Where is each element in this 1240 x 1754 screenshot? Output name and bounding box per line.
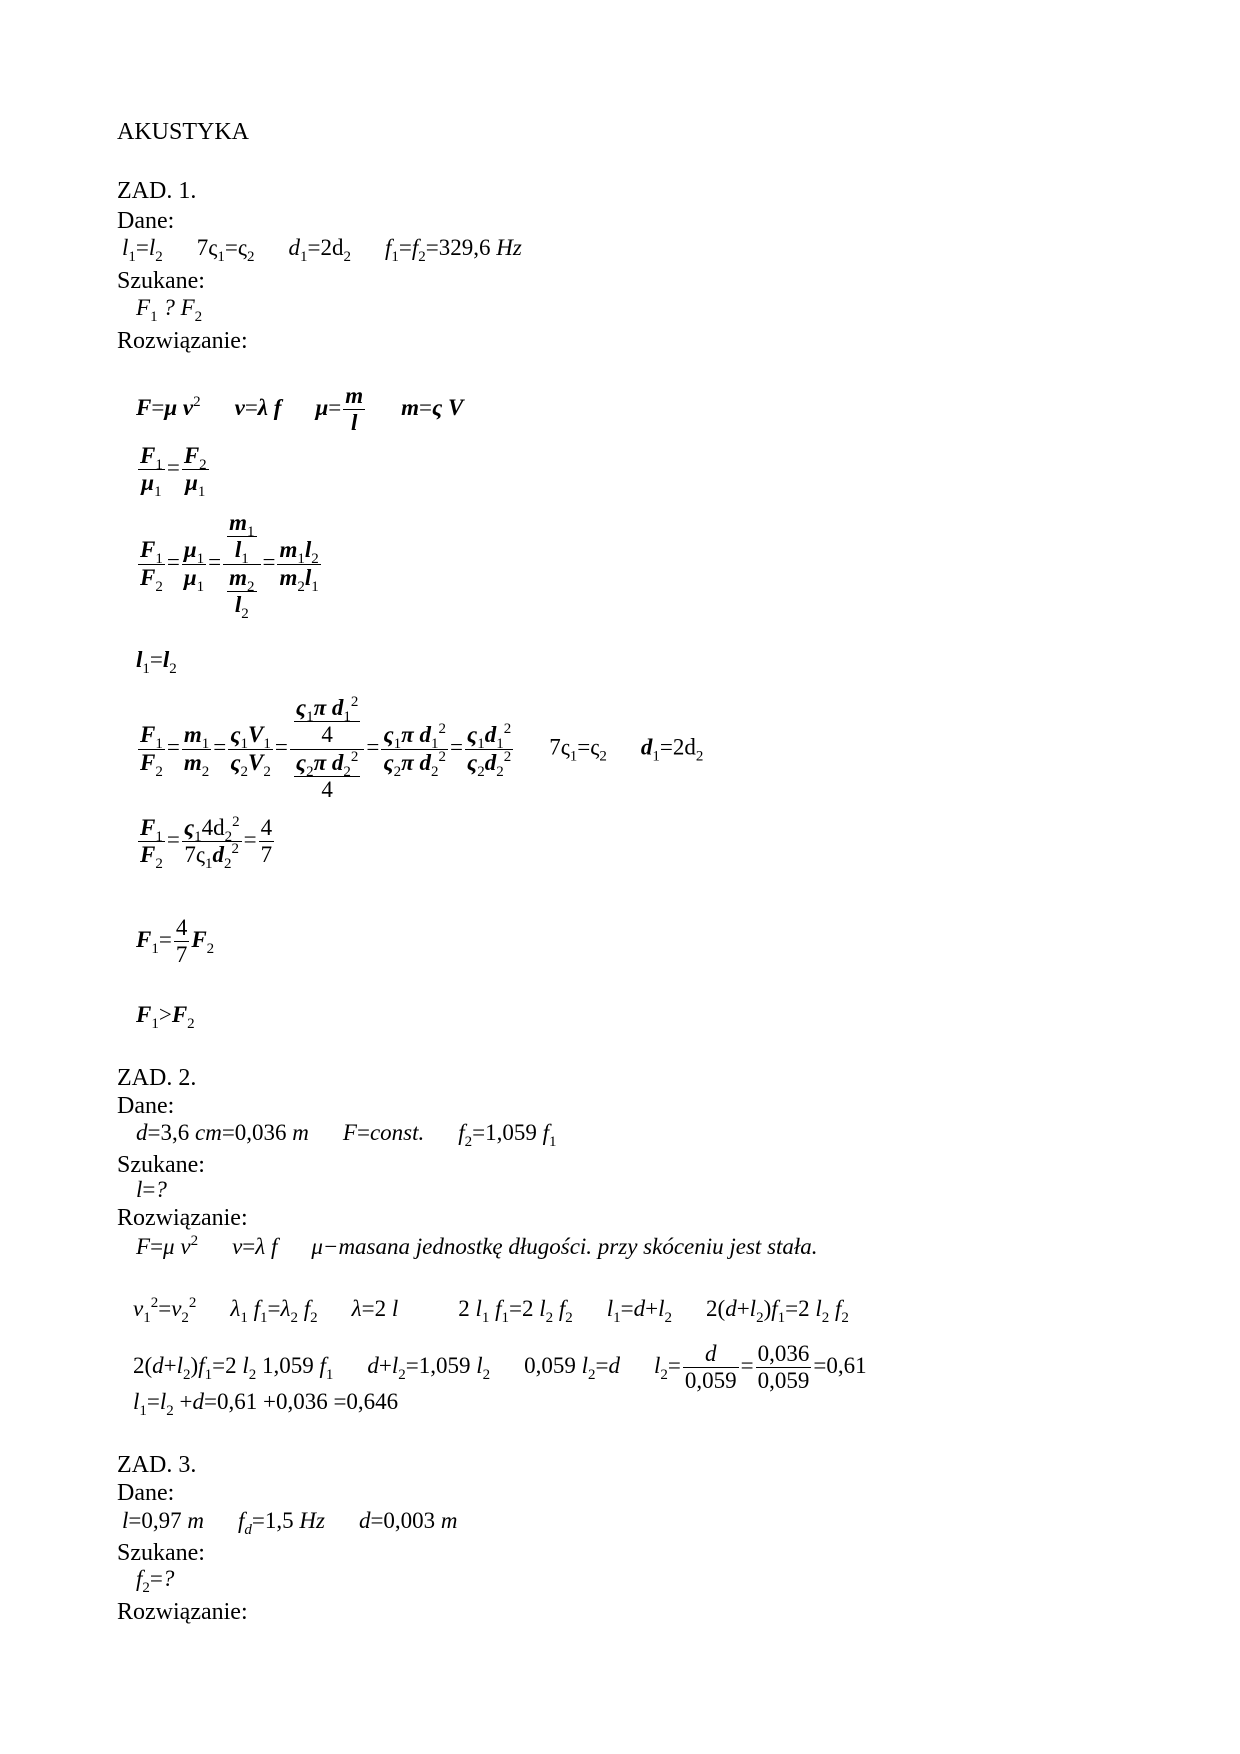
zad3-heading: ZAD. 3.: [117, 1452, 197, 1478]
zad1-dane-label: Dane:: [117, 208, 175, 234]
zad1-eq-ratio1: $\frac{F_1}{\mu_1}$ = $\frac{F_2}{\mu_1}$: [140, 443, 207, 501]
zad1-szukane-label: Szukane:: [117, 268, 205, 294]
zad1-rozw-label: Rozwiązanie:: [117, 328, 248, 354]
zad3-szukane-formula: $f_2=$?: [136, 1566, 175, 1596]
zad2-eq-line1: $v_1^2=v_2^2$ $\lambda_1$ $f_1=\lambda_2$ $f_2$ λ=2 l 2 $l_1$ $f_1=2$ $l_2$ $f_2$ $l_1=d+l_2$ $2(d+l_2)f_1=2$ $l_2$ $f_2$: [133, 1295, 849, 1326]
zad1-eq-ratio4: $\frac{F_1}{F_2}$ = $\frac{\varsigma_14d_2^2}{7\varsigma_1d_2^2}$ = $\frac{4}{7}$: [140, 814, 273, 873]
zad2-szukane-formula: l=?: [136, 1177, 167, 1202]
zad1-eq-l-equal: $l_1=l_2$: [136, 647, 177, 677]
zad2-eq-line3: $l_1=l_2 +d=0,61 +0,036 =0,646$: [133, 1389, 399, 1419]
zad1-eq-ratio2: $\frac{F_1}{F_2}$ = $\frac{\mu_1}{\mu_1}$ = $\frac{\frac{m_1}{l_1}}{\frac{m_2}{l_2}}$ = $\frac{m_1l_2}{m_2l_1}$: [140, 510, 319, 623]
zad3-szukane-label: Szukane:: [117, 1540, 205, 1566]
zad2-szukane-label: Szukane:: [117, 1152, 205, 1178]
zad1-dane-formula: $l_1=l_2$ $7\varsigma_1=\varsigma_2$ $d_1=2d_2$ $f_1=f_2=329,6$ Hz: [122, 235, 522, 265]
zad2-mu-text: μ−masana jednostkę długości. przy skóceniu jest stała.: [311, 1234, 818, 1259]
zad2-dane-label: Dane:: [117, 1093, 175, 1119]
zad2-heading: ZAD. 2.: [117, 1065, 197, 1091]
zad1-heading: ZAD. 1.: [117, 178, 197, 204]
zad1-eq-conclusion: $F_1>F_2$: [136, 1002, 195, 1032]
zad2-eq-line2: $2(d+l_2)f_1=2$ $l_2$ 1,059 $f_1$ $d+l_2=1,059$ $l_2$ 0,059 $l_2=d$ $l_2=$ $\frac{d}{0,059}$ = $\frac{0,036}{0,059}$ =0,61: [133, 1341, 867, 1394]
zad2-dane-formula: d=3,6 cm=0,036 m F=const. $f_2=1,059$ $f_1$: [136, 1120, 557, 1150]
zad1-eq-basic: F=μ $v^2$ v=λ f μ= $\frac{m}{l}$ m=ς V: [136, 383, 464, 436]
zad1-eq-ratio3: $\frac{F_1}{F_2}$ = $\frac{m_1}{m_2}$ = $\frac{\varsigma_1V_1}{\varsigma_2V_2}$ = $\frac{\frac{\varsigma_1\pi d_1^2}{4}}{\frac{\varsigma_2\pi d_2^2}{4}}$ = $\frac{\varsigma_1\pi d_1^2}{\varsigma_2\pi d_2^2}$ = $\frac{\varsigma_1d_1^2}{\varsigma_2d_2^2}$ $7\varsigma_1=\varsigma_2$ $d_1=2d_2$: [140, 694, 704, 803]
zad1-szukane-formula: $F_1$ ? $F_2$: [136, 295, 203, 325]
zad3-dane-label: Dane:: [117, 1480, 175, 1506]
zad3-dane-formula: l=0,97 m $f_d=1,5$ Hz d=0,003 m: [122, 1508, 458, 1538]
zad1-eq-result: $F_1=$ $\frac{4}{7}$ $F_2$: [136, 915, 215, 968]
zad3-rozw-label: Rozwiązanie:: [117, 1599, 248, 1625]
document-title: AKUSTYKA: [117, 119, 249, 145]
zad2-rozw-label: Rozwiązanie:: [117, 1205, 248, 1231]
zad2-eq-basic: F=μ $v^2$ v=λ f μ−masana jednostkę długości. przy skóceniu jest stała.: [136, 1233, 818, 1259]
